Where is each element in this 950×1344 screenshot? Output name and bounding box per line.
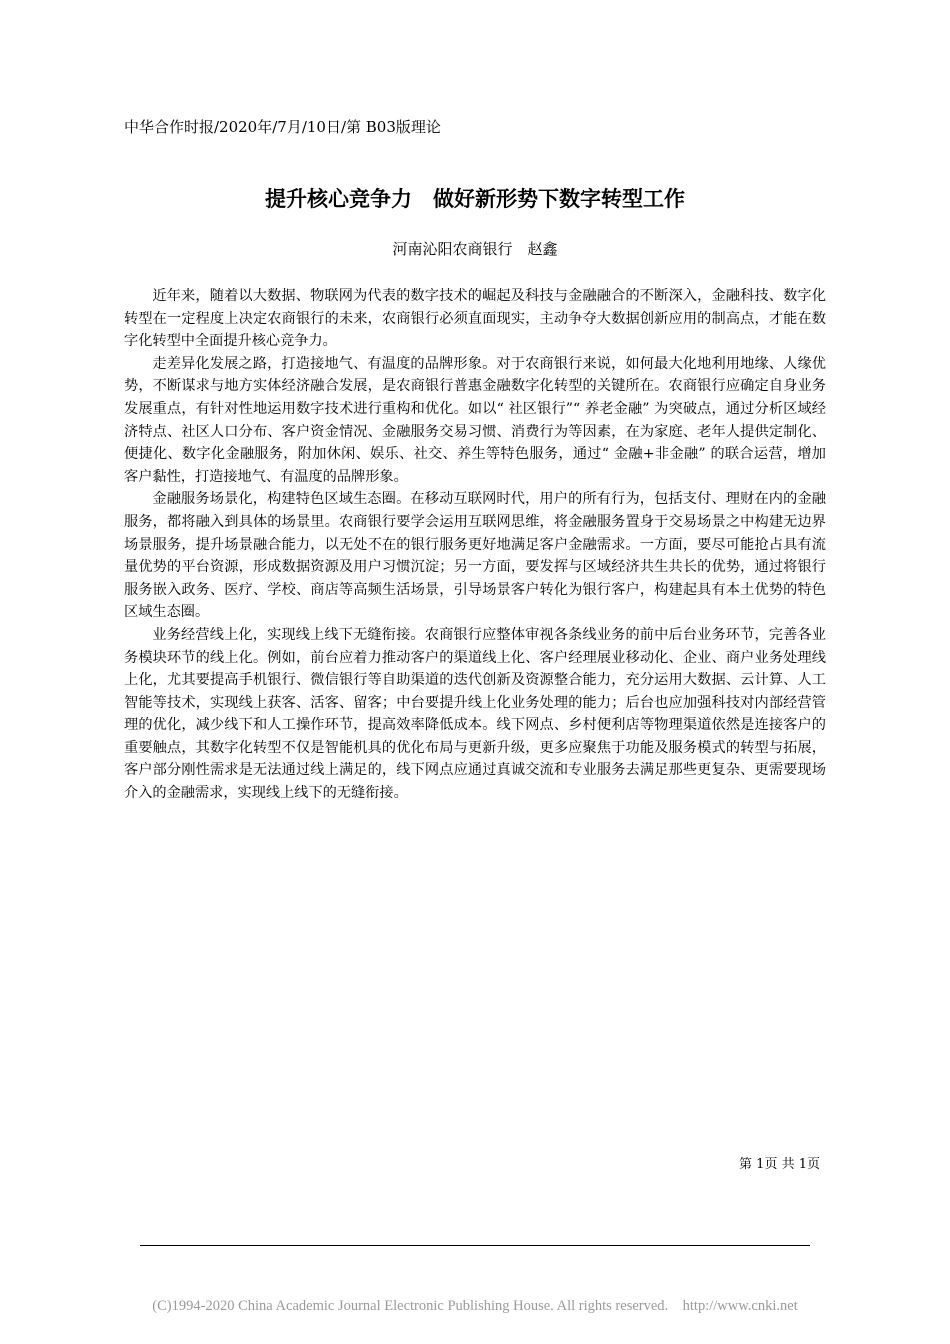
paragraph-online-operations: 业务经营线上化，实现线上线下无缝衔接。农商银行应整体审视各条线业务的前中后台业务环节，完善各业务模块环节的线上化。例如，前台应着力推动客户的渠道线上化、客户经理展业移动化、企业、商户业务处理线上化，尤其要提高手机银行、微信银行等自助渠道的迭代创新及资源整合能力，充分运用大数据、云计算、人工智能等技术，实现线上获客、活客、留客；中台要提升线上化业务处理的能力；后台也应加强科技对内部经营管理的优化，减少线下和人工操作环节，提高效率降低成本。线下网点、乡村便利店等物理渠道依然是连接客户的重要触点，其数字化转型不仅是智能机具的优化布局与更新升级，更多应聚焦于功能及服务模式的转型与拓展，客户部分刚性需求是无法通过线上满足的，线下网点应通过真诚交流和专业服务去满足那些更复杂、更需要现场介入的金融需求，实现线上线下的无缝衔接。: [124, 626, 826, 802]
article-title: 提升核心竞争力 做好新形势下数字转型工作: [265, 187, 685, 211]
article-body: [124, 285, 826, 805]
copyright-notice: (C)1994-2020 China Academic Journal Electronic Publishing House. All rights reserved. http://www.cnki.net: [152, 1298, 798, 1314]
paragraph-scenario-finance: 金融服务场景化，构建特色区域生态圈。在移动互联网时代，用户的所有行为，包括支付、理财在内的金融服务，都将融入到具体的场景里。农商银行要学会运用互联网思维，将金融服务置身于交易场景之中构建无边界场景服务，提升场景融合能力，以无处不在的银行服务更好地满足客户金融需求。一方面，要尽可能抢占具有流量优势的平台资源，形成数据资源及用户习惯沉淀；另一方面，要发挥与区域经济共生共长的优势，通过将银行服务嵌入政务、医疗、学校、商店等高频生活场景，引导场景客户转化为银行客户，构建起具有本土优势的特色区域生态圈。: [124, 491, 826, 621]
article-author: 河南沁阳农商银行 赵鑫: [392, 240, 558, 258]
page-number: 第 1页 共 1页: [739, 1157, 820, 1172]
paragraph-brand-image: 走差异化发展之路，打造接地气、有温度的品牌形象。对于农商银行来说，如何最大化地利用地缘、人缘优势，不断谋求与地方实体经济融合发展，是农商银行普惠金融数字化转型的关键所在。农商银行应确定自身业务发展重点，有针对性地运用数字技术进行重构和优化。如以“ 社区银行”“ 养老金融” 为突破点，通过分析区域经济特点、社区人口分布、客户资金情况、金融服务交易习惯、消费行为等因素，在为家庭、老年人提供定制化、便捷化、数字化金融服务，附加休闲、娱乐、社交、养生等特色服务，通过“ 金融+非金融” 的联合运营，增加客户黏性，打造接地气、有温度的品牌形象。: [124, 355, 826, 485]
paragraph-intro: 近年来，随着以大数据、物联网为代表的数字技术的崛起及科技与金融融合的不断深入，金融科技、数字化转型在一定程度上决定农商银行的未来，农商银行必须直面现实，主动争夺大数据创新应用的制高点，才能在数字化转型中全面提升核心竞争力。: [124, 288, 826, 350]
footer-divider: [140, 1245, 810, 1246]
publication-source: 中华合作时报/2020年/7月/10日/第 B03版理论: [124, 118, 441, 136]
